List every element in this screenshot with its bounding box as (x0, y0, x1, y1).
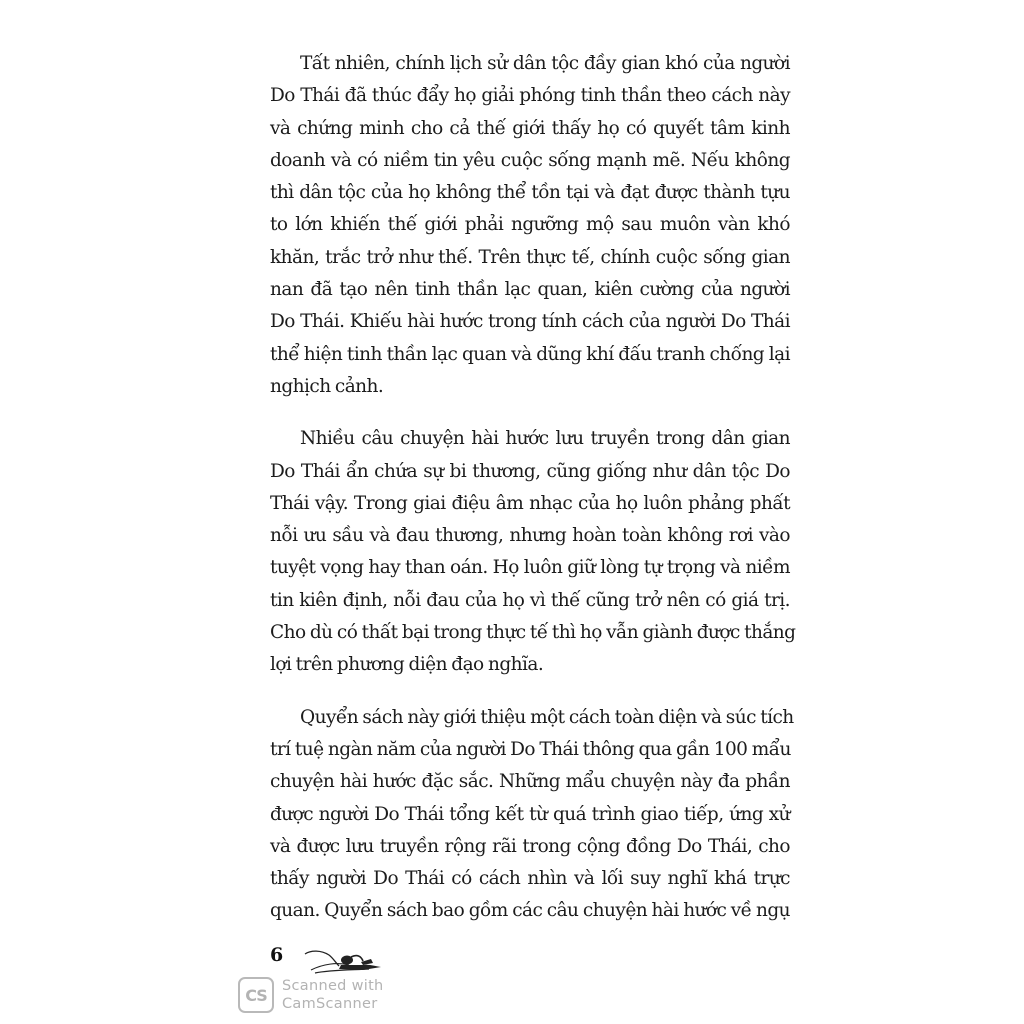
text-line: to lớn khiến thế giới phải ngưỡng mộ sau muôn vàn khó (270, 214, 790, 236)
paragraph-gap (270, 403, 790, 423)
body-text (270, 48, 796, 928)
text-line: Do Thái đã thúc đẩy họ giải phóng tinh thần theo cách này (270, 85, 790, 107)
text-line: quan. Quyển sách bao gồm các câu chuyện hài hước về ngụ (270, 900, 790, 922)
text-line: thể hiện tinh thần lạc quan và dũng khí đấu tranh chống lại (270, 343, 790, 365)
paragraph-gap (270, 682, 790, 702)
paragraph-2 (270, 423, 796, 681)
text-line: Nhiều câu chuyện hài hước lưu truyền trong dân gian (300, 428, 790, 450)
text-line: tuyệt vọng hay than oán. Họ luôn giữ lòng tự trọng và niềm (270, 557, 790, 579)
text-line: tin kiên định, nỗi đau của họ vì thế cũng trở nên có giá trị. (270, 589, 790, 611)
text-line: nan đã tạo nên tinh thần lạc quan, kiên cường của người (270, 279, 790, 301)
text-line: doanh và có niềm tin yêu cuộc sống mạnh mẽ. Nếu không (270, 149, 790, 171)
text-line: thì dân tộc của họ không thể tồn tại và đạt được thành tựu (270, 182, 790, 204)
text-line: nghịch cảnh. (270, 375, 384, 397)
text-line: và được lưu truyền rộng rãi trong cộng đồng Do Thái, cho (270, 835, 790, 857)
text-line: Cho dù có thất bại trong thực tế thì họ vẫn giành được thắng (270, 622, 796, 644)
watermark-text (282, 977, 384, 1013)
page-number: 6 (270, 944, 284, 966)
camscanner-logo-icon: CS (238, 977, 274, 1013)
text-line: nỗi ưu sầu và đau thương, nhưng hoàn toàn không rơi vào (270, 525, 790, 547)
text-line: được người Do Thái tổng kết từ quá trình giao tiếp, ứng xử (270, 803, 790, 825)
watermark-line-2: CamScanner (282, 996, 378, 1012)
text-line: trí tuệ ngàn năm của người Do Thái thông qua gần 100 mẩu (270, 738, 791, 760)
text-line: Do Thái. Khiếu hài hước trong tính cách của người Do Thái (270, 311, 790, 333)
paragraph-3 (270, 702, 794, 928)
reclining-figure-ornament-icon (303, 946, 385, 976)
paragraph-1 (270, 48, 790, 403)
text-line: Do Thái ẩn chứa sự bi thương, cũng giống như dân tộc Do (270, 460, 790, 482)
text-line: thấy người Do Thái có cách nhìn và lối suy nghĩ khá trực (270, 868, 790, 890)
text-line: và chứng minh cho cả thế giới thấy họ có quyết tâm kinh (270, 117, 790, 139)
text-line: chuyện hài hước đặc sắc. Những mẩu chuyện này đa phần (270, 771, 790, 793)
text-line: Thái vậy. Trong giai điệu âm nhạc của họ luôn phảng phất (270, 492, 790, 514)
text-line: Tất nhiên, chính lịch sử dân tộc đầy gian khó của người (300, 53, 790, 74)
text-line: Quyển sách này giới thiệu một cách toàn diện và súc tích (300, 706, 794, 728)
text-line: lợi trên phương diện đạo nghĩa. (270, 654, 544, 676)
watermark-line-1: Scanned with (282, 978, 384, 994)
text-line: khăn, trắc trở như thế. Trên thực tế, chính cuộc sống gian (270, 246, 790, 268)
scanner-watermark (238, 973, 384, 1017)
